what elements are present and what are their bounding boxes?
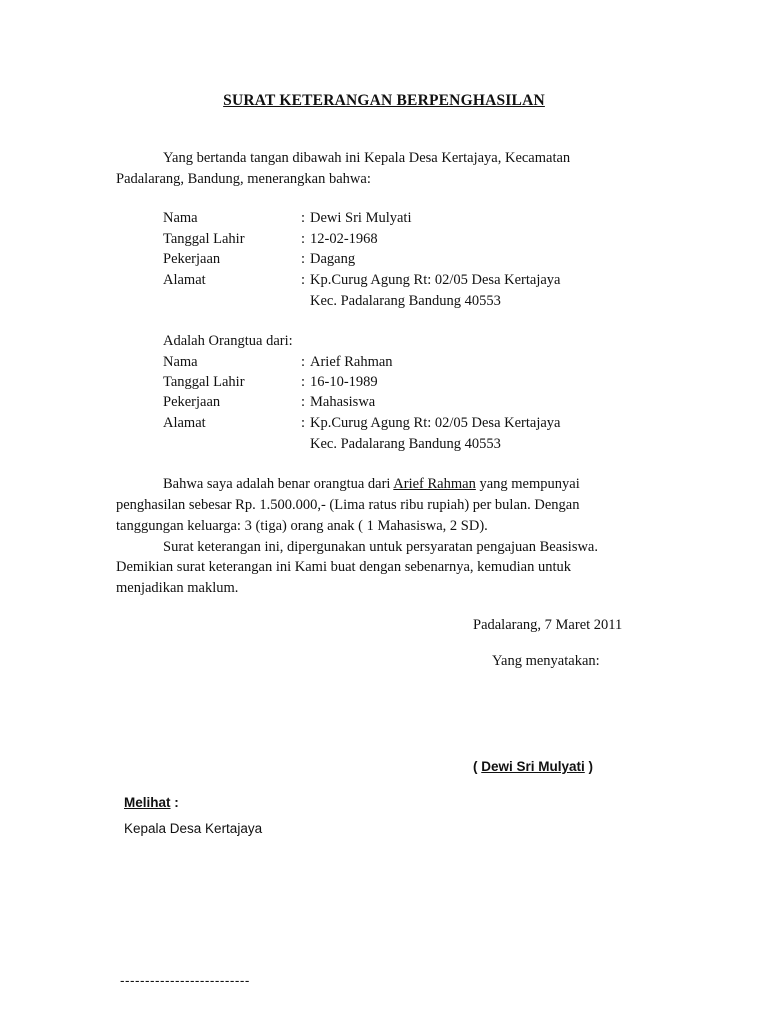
body-paragraph-2-line-1: Surat keterangan ini, dipergunakan untuk persyaratan pengajuan Beasiswa. xyxy=(163,539,598,555)
field-colon: : xyxy=(301,394,306,410)
signatory-name xyxy=(473,757,593,777)
field-label: Pekerjaan xyxy=(163,394,221,410)
body-text: Bahwa saya adalah benar orangtua dari xyxy=(163,476,394,492)
field-colon: : xyxy=(301,374,306,390)
body-paragraph-1-line-2: penghasilan sebesar Rp. 1.500.000,- (Lima ratus ribu rupiah) per bulan. Dengan xyxy=(116,497,580,513)
field-colon: : xyxy=(301,354,306,370)
acknowledge-label-text: Melihat xyxy=(124,795,171,810)
place-and-date: Padalarang, 7 Maret 2011 xyxy=(473,617,623,633)
field-value: Kp.Curug Agung Rt: 02/05 Desa Kertajaya xyxy=(310,415,561,431)
declarant-label: Yang menyatakan: xyxy=(492,653,600,669)
body-paragraph-1-line-3: tanggungan keluarga: 3 (tiga) orang anak ( 1 Mahasiswa, 2 SD). xyxy=(116,518,488,534)
field-colon: : xyxy=(301,231,306,247)
document-title: SURAT KETERANGAN BERPENGHASILAN xyxy=(223,92,545,109)
body-paragraph-2-line-3: menjadikan maklum. xyxy=(116,580,239,596)
field-colon: : xyxy=(301,251,306,267)
field-value: Dewi Sri Mulyati xyxy=(310,210,412,226)
acknowledge-label xyxy=(124,793,179,813)
body-text: yang mempunyai xyxy=(475,476,580,492)
paren-close: ) xyxy=(584,759,594,774)
child-name-reference: Arief Rahman xyxy=(393,476,476,492)
paren-open: ( xyxy=(473,759,482,774)
field-value: Arief Rahman xyxy=(310,354,393,370)
child-address-line-2: Kec. Padalarang Bandung 40553 xyxy=(310,436,501,452)
signatory-name-text: Dewi Sri Mulyati xyxy=(481,759,585,774)
signature-line: -------------------------- xyxy=(120,973,250,988)
intro-line-2: Padalarang, Bandung, menerangkan bahwa: xyxy=(116,171,371,187)
child-heading: Adalah Orangtua dari: xyxy=(163,333,293,349)
field-colon: : xyxy=(301,210,306,226)
field-label: Nama xyxy=(163,354,198,370)
field-value: Mahasiswa xyxy=(310,394,376,410)
field-value: 16-10-1989 xyxy=(310,374,378,390)
field-label: Nama xyxy=(163,210,198,226)
field-value: 12-02-1968 xyxy=(310,231,378,247)
field-label: Tanggal Lahir xyxy=(163,231,245,247)
field-colon: : xyxy=(301,415,306,431)
field-value: Kp.Curug Agung Rt: 02/05 Desa Kertajaya xyxy=(310,272,561,288)
field-label: Alamat xyxy=(163,272,206,288)
field-label: Tanggal Lahir xyxy=(163,374,245,390)
field-value: Dagang xyxy=(310,251,356,267)
parent-address-line-2: Kec. Padalarang Bandung 40553 xyxy=(310,293,501,309)
field-label: Pekerjaan xyxy=(163,251,221,267)
intro-line-1: Yang bertanda tangan dibawah ini Kepala Desa Kertajaya, Kecamatan xyxy=(163,150,571,166)
village-head-title: Kepala Desa Kertajaya xyxy=(124,821,263,836)
field-label: Alamat xyxy=(163,415,206,431)
body-paragraph-2-line-2: Demikian surat keterangan ini Kami buat dengan sebenarnya, kemudian untuk xyxy=(116,559,571,575)
acknowledge-colon: : xyxy=(170,795,179,810)
body-paragraph-1-line-1 xyxy=(163,474,580,494)
field-colon: : xyxy=(301,272,306,288)
